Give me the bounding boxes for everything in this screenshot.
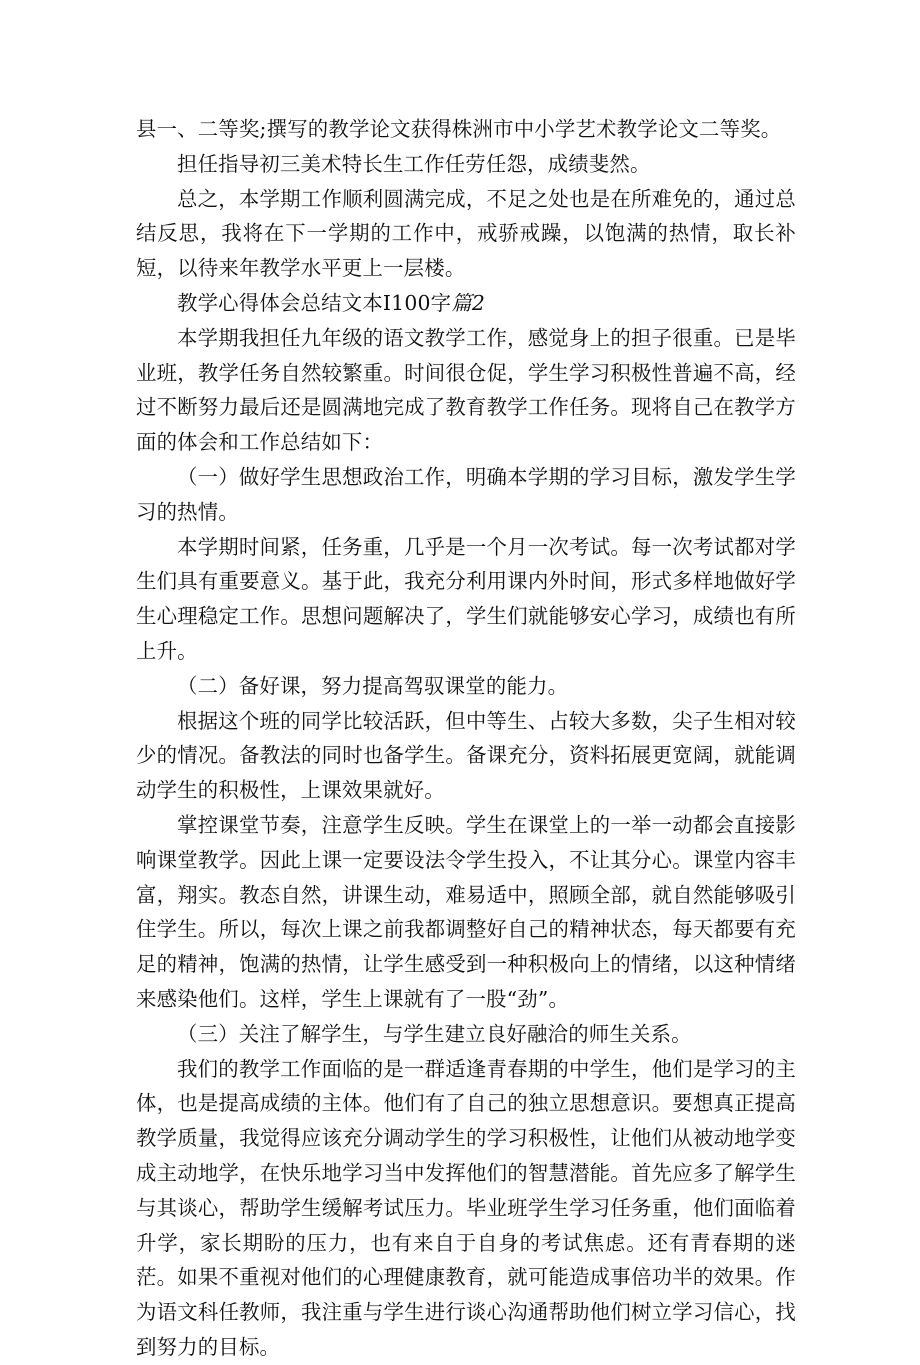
section-title [136, 286, 796, 321]
paragraph-award-continuation: 县一、二等奖;撰写的教学论文获得株洲市中小学艺术教学论文二等奖。 [136, 117, 782, 141]
paragraph-intro: 本学期我担任九年级的语文教学工作，感觉身上的担子很重。已是毕业班，教学任务自然较繁重。时间很仓促，学生学习积极性普遍不高，经过不断努力最后还是圆满地完成了教育教学工作任务。现将自己在教学方面的体会和工作总结如下： [136, 325, 796, 455]
paragraph-item-2b: 掌控课堂节奏，注意学生反映。学生在课堂上的一举一动都会直接影响课堂教学。因此上课一定要设法令学生投入，不让其分心。课堂内容丰富，翔实。教态自然，讲课生动，难易适中，照顾全部，就自然能够吸引住学生。所以，每次上课之前我都调整好自己的精神状态，每天都要有充足的精神，饱满的热情，让学生感受到一种积极向上的情绪，以这种情绪来感染他们。这样，学生上课就有了一股“劲”。 [136, 812, 796, 1011]
paragraph-item-2a: 根据这个班的同学比较活跃，但中等生、占较大多数，尖子生相对较少的情况。备教法的同时也备学生。备课充分，资料拓展更宽阔，就能调动学生的积极性，上课效果就好。 [136, 708, 796, 803]
heading-item-1: （一）做好学生思想政治工作，明确本学期的学习目标，激发学生学习的热情。 [136, 464, 796, 524]
paragraph-item-3: 我们的教学工作面临的是一群适逢青春期的中学生，他们是学习的主体，也是提高成绩的主体。他们有了自己的独立思想意识。要想真正提高教学质量，我觉得应该充分调动学生的学习积极性，让他们从被动地学变成主动地学，在快乐地学习当中发挥他们的智慧潜能。首先应多了解学生与其谈心，帮助学生缓解考试压力。毕业班学生学习任务重，他们面临着升学，家长期盼的压力，也有来自于自身的考试焦虑。还有青春期的迷茫。如果不重视对他们的心理健康教育，就可能造成事倍功半的效果。作为语文科任教师，我注重与学生进行谈心沟通帮助他们树立学习信心，找到努力的目标。 [136, 1056, 796, 1359]
section-title-suffix: 篇2 [451, 290, 486, 315]
paragraph-summary: 总之，本学期工作顺利圆满完成，不足之处也是在所难免的，通过总结反思，我将在下一学期的工作中，戒骄戒躁，以饱满的热情，取长补短，以待来年教学水平更上一层楼。 [136, 186, 796, 281]
heading-item-3: （三）关注了解学生，与学生建立良好融洽的师生关系。 [177, 1021, 692, 1046]
paragraph-item-1: 本学期时间紧，任务重，几乎是一个月一次考试。每一次考试都对学生们具有重要意义。基于此，我充分利用课内外时间，形式多样地做好学生心理稳定工作。思想问题解决了，学生们就能够安心学习，成绩也有所上升。 [136, 534, 796, 663]
document-content [136, 112, 796, 1365]
paragraph-art-guidance: 担任指导初三美术特长生工作任劳任怨，成绩斐然。 [177, 151, 651, 176]
heading-item-2: （二）备好课，努力提高驾驭课堂的能力。 [177, 673, 569, 698]
section-title-main: 教学心得体会总结文本I100字 [177, 290, 452, 315]
